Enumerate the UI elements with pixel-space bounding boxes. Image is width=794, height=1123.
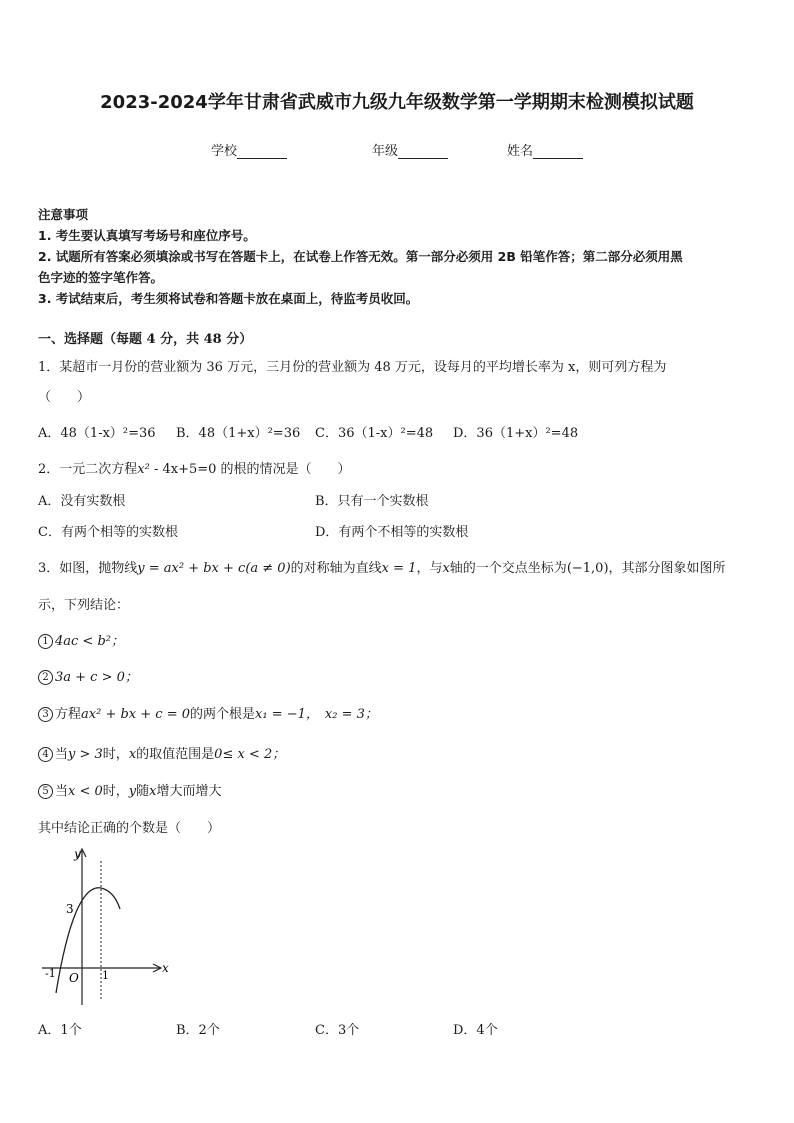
circled-number: 2 [38, 670, 53, 685]
q2-text [38, 458, 351, 477]
q3-statement-1 [38, 630, 124, 649]
circled-number: 1 [38, 634, 53, 649]
q3-statement-5 [38, 780, 222, 799]
circled-number: 4 [38, 747, 53, 762]
q1-option-d: D．36（1+x）²=48 [453, 426, 579, 441]
q3-option-b: B．2个 [176, 1023, 220, 1038]
statement-cond: y > 3 [68, 747, 103, 762]
q3-text: 的对称轴为直线 [290, 561, 382, 576]
tick-label-1: 1 [102, 969, 109, 982]
page-title: 2023-2024学年甘肃省武威市九级九年级数学第一学期期末检测模拟试题 [100, 92, 694, 113]
statement-text: 随 [136, 784, 150, 799]
statement-eq: ax² + bx + c = 0 [81, 707, 190, 722]
note-item: 1. 考生要认真填写考场号和座位序号。 [38, 228, 256, 243]
q2-prefix: 2．一元二次方程 [38, 462, 138, 477]
q3-point: (−1,0) [566, 561, 609, 576]
q1-option-a: A．48（1-x）²=36 [38, 426, 156, 441]
school-blank [237, 146, 287, 159]
parabola-graph [36, 843, 176, 1008]
section-heading: 一、选择题（每题 4 分，共 48 分） [38, 332, 253, 347]
q1-text: 1．某超市一月份的营业额为 36 万元，三月份的营业额为 48 万元，设每月的平均增长率为 x，则可列方程为 [38, 360, 667, 375]
q2-option-b: B．只有一个实数根 [315, 494, 429, 509]
grade-blank [398, 146, 448, 159]
q3-line2: 示，下列结论： [38, 598, 130, 613]
school-label: 学校 [211, 144, 238, 159]
q3-statement-4 [38, 743, 285, 762]
statement-text: 当 [55, 747, 69, 762]
statement-text: 方程 [55, 707, 82, 722]
q3-equation: y = ax² + bx + c(a ≠ 0) [137, 561, 291, 576]
tick-label-3: 3 [66, 902, 74, 916]
name-blank [533, 146, 583, 159]
name-field [507, 140, 583, 159]
statement-text: 增大而增大 [156, 784, 222, 799]
q3-text: ，与 [416, 561, 443, 576]
q3-xvar: x [442, 561, 450, 576]
circled-number: 3 [38, 707, 53, 722]
statement-root: x₂ = 3； [324, 707, 378, 722]
school-field [211, 140, 287, 159]
note-item: 3. 考试结束后，考生须将试卷和答题卡放在桌面上，待监考员收回。 [38, 291, 419, 306]
statement-var: x [149, 784, 157, 799]
q3-statement-3 [38, 703, 378, 722]
grade-field [372, 140, 448, 159]
q3-text: 3．如图，抛物线 [38, 561, 138, 576]
statement-root: x₁ = −1， [255, 707, 319, 722]
statement-text: 时， [102, 747, 129, 762]
q2-option-c: C．有两个相等的实数根 [38, 525, 178, 540]
q2-x2: x² [137, 462, 150, 477]
q1-paren: （ ） [38, 390, 91, 405]
q3-ask: 其中结论正确的个数是（ ） [38, 821, 221, 836]
statement-text: 3a + c > 0； [55, 670, 138, 685]
y-label: y [74, 847, 81, 861]
statement-range: 0≤ x < 2； [214, 747, 286, 762]
q3-line1 [38, 557, 726, 576]
statement-var: y [128, 784, 137, 799]
q1-option-b: B．48（1+x）²=36 [176, 426, 301, 441]
statement-cond: x < 0 [68, 784, 103, 799]
q3-statement-2 [38, 666, 138, 685]
circled-number: 5 [38, 784, 53, 799]
notes-heading: 注意事项 [38, 207, 89, 222]
q2-suffix: - 4x+5=0 的根的情况是（ ） [149, 462, 351, 477]
x-label: x [162, 961, 169, 975]
statement-var: x [128, 747, 137, 762]
q3-text: ，其部分图象如图所 [608, 561, 726, 576]
name-label: 姓名 [507, 144, 534, 159]
q3-option-a: A．1个 [38, 1023, 82, 1038]
tick-label-neg1: -1 [45, 967, 56, 980]
q2-option-d: D．有两个不相等的实数根 [315, 525, 469, 540]
q2-option-a: A．没有实数根 [38, 494, 126, 509]
note-item: 色字迹的签字笔作答。 [38, 270, 164, 285]
q3-text: 轴的一个交点坐标为 [449, 561, 567, 576]
statement-text: 时， [102, 784, 129, 799]
note-item: 2. 试题所有答案必须填涂或书写在答题卡上，在试卷上作答无效。第一部分必须用 2B 铅笔作答；第二部分必须用黑 [38, 249, 683, 264]
q3-option-d: D．4个 [453, 1023, 498, 1038]
grade-label: 年级 [372, 144, 399, 159]
statement-text: 4ac < b²； [55, 634, 124, 649]
q3-option-c: C．3个 [315, 1023, 360, 1038]
origin-label: O [69, 971, 79, 985]
q3-axis: x = 1 [381, 561, 417, 576]
q1-option-c: C．36（1-x）²=48 [315, 426, 434, 441]
statement-text: 当 [55, 784, 69, 799]
statement-text: 的两个根是 [190, 707, 256, 722]
statement-text: 的取值范围是 [136, 747, 215, 762]
